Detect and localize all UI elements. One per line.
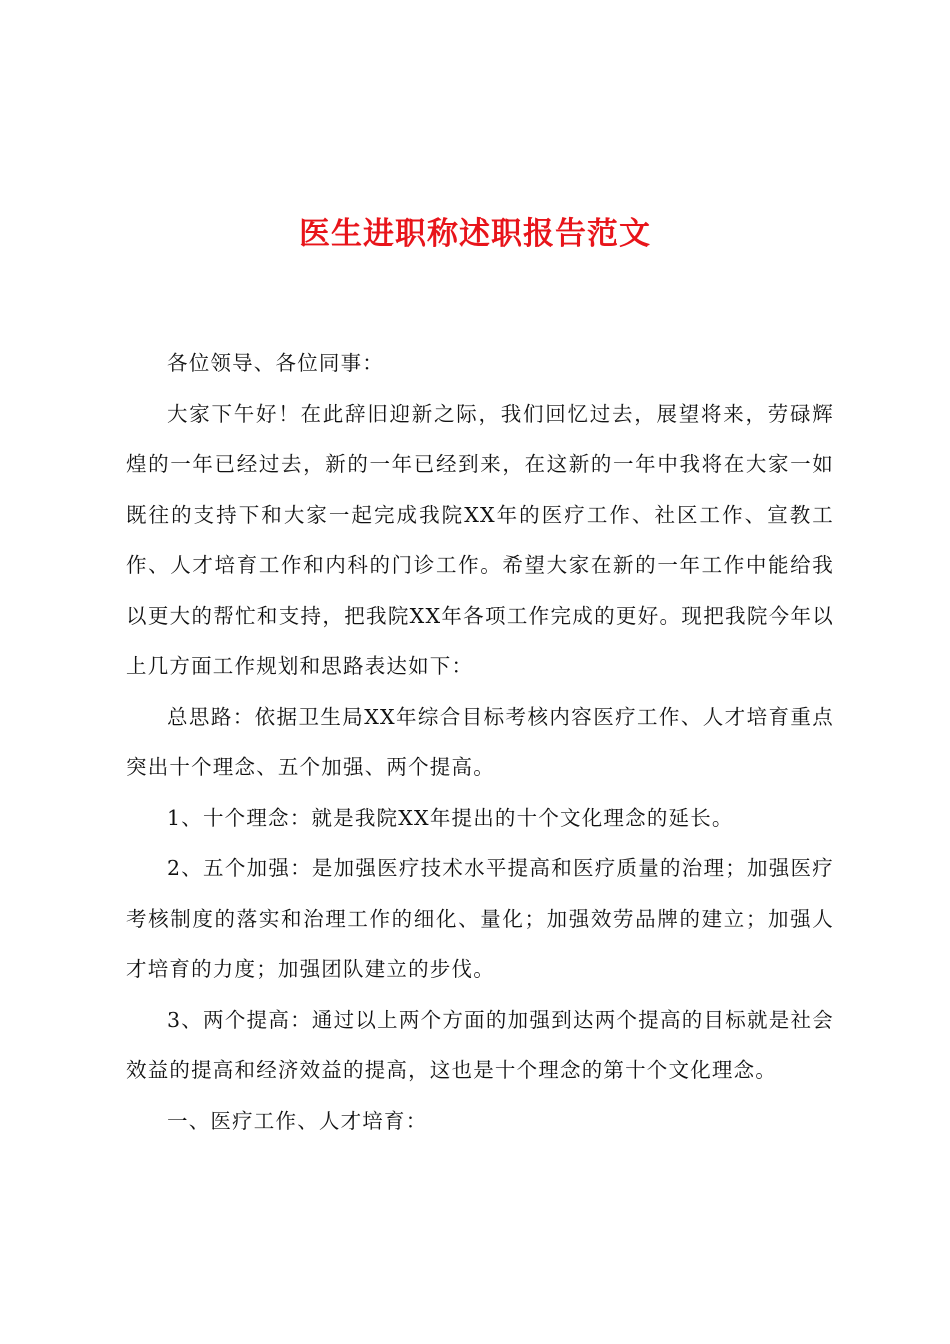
point-3-paragraph: 3、两个提高：通过以上两个方面的加强到达两个提高的目标就是社会效益的提高和经济效益的提高，这也是十个理念的第十个文化理念。 bbox=[126, 1007, 834, 1082]
point-1-paragraph: 1、十个理念：就是我院XX年提出的十个文化理念的延长。 bbox=[167, 805, 734, 830]
point-2-paragraph: 2、五个加强：是加强医疗技术水平提高和医疗质量的治理；加强医疗考核制度的落实和治理工作的细化、量化；加强效劳品牌的建立；加强人才培育的力度；加强团队建立的步伐。 bbox=[126, 856, 834, 981]
overall-idea-paragraph: 总思路：依据卫生局XX年综合目标考核内容医疗工作、人才培育重点突出十个理念、五个加强、两个提高。 bbox=[126, 704, 834, 779]
document-title: 医生进职称述职报告范文 bbox=[299, 216, 651, 252]
intro-paragraph: 大家下午好！在此辞旧迎新之际，我们回忆过去，展望将来，劳碌辉煌的一年已经过去，新的一年已经到来，在这新的一年中我将在大家一如既往的支持下和大家一起完成我院XX年的医疗工作、社区工作、宣教工作、人才培育工作和内科的门诊工作。希望大家在新的一年工作中能给我以更大的帮忙和支持，把我院XX年各项工作完成的更好。现把我院今年以上几方面工作规划和思路表达如下： bbox=[126, 401, 834, 678]
document-body bbox=[126, 338, 834, 1146]
section-heading-paragraph: 一、医疗工作、人才培育： bbox=[167, 1108, 428, 1133]
greeting-paragraph: 各位领导、各位同事： bbox=[167, 351, 384, 375]
